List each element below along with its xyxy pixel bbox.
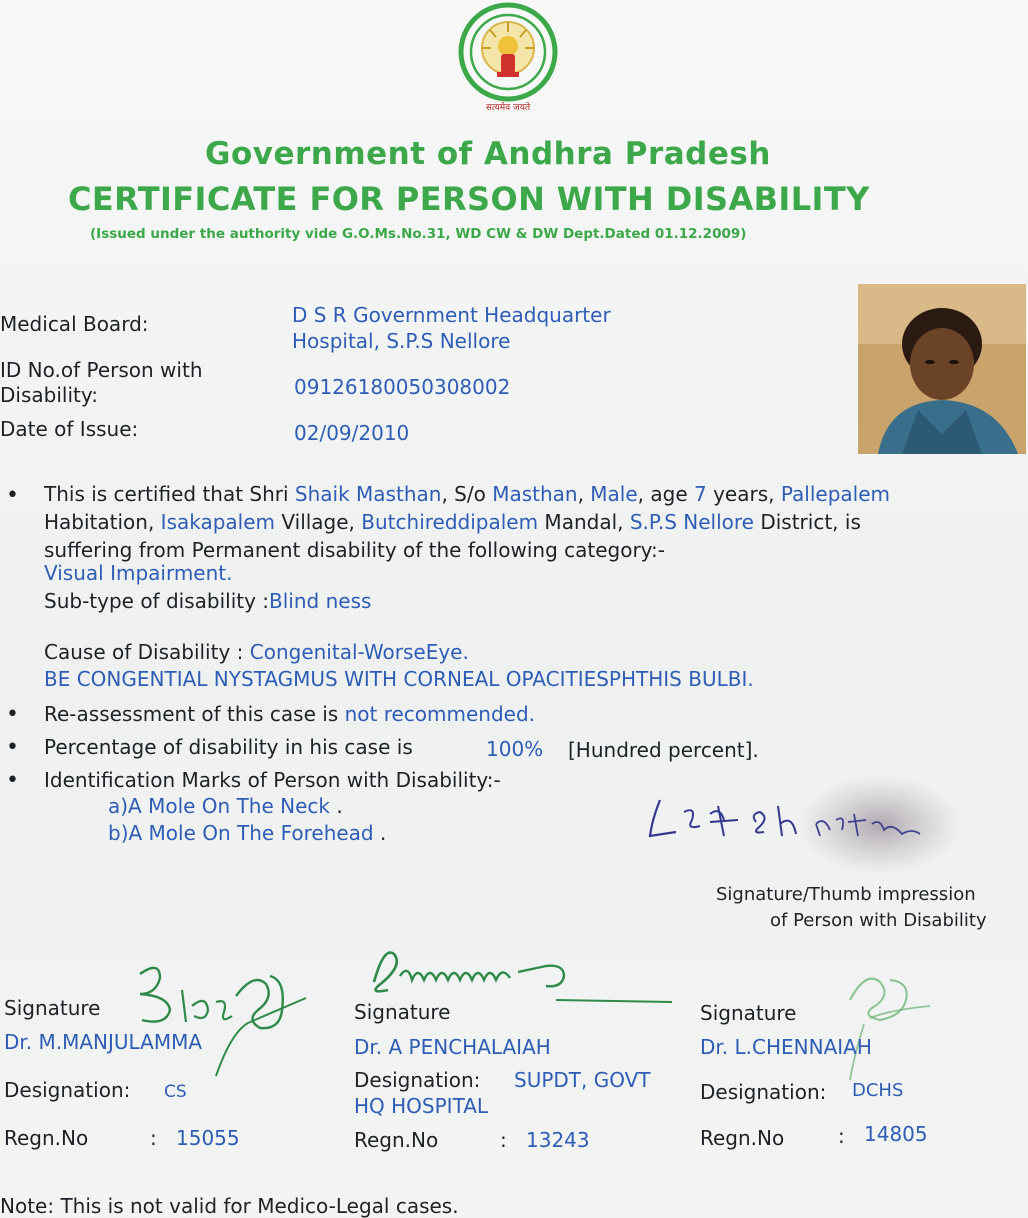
percentage-value: 100% bbox=[486, 737, 544, 761]
identification-mark-a: a)A Mole On The Neck . bbox=[108, 794, 343, 818]
applicant-photo bbox=[858, 284, 1026, 454]
father-name: Masthan bbox=[492, 482, 578, 506]
gender: Male bbox=[590, 482, 638, 506]
signatory-1-regn-label: Regn.No bbox=[4, 1126, 89, 1150]
footer-note: Note: This is not valid for Medico-Legal cases. bbox=[0, 1194, 459, 1218]
signatory-3-regn: 14805 bbox=[864, 1122, 928, 1146]
signatory-3-signature-label: Signature bbox=[700, 1001, 797, 1025]
certification-line2: Habitation, Isakapalem Village, Butchireddipalem Mandal, S.P.S Nellore District, is bbox=[44, 510, 861, 534]
applicant-signature-label: Signature/Thumb impression bbox=[716, 884, 976, 905]
applicant-handwritten-signature bbox=[640, 770, 960, 880]
signatory-2-designation-line2: HQ HOSPITAL bbox=[354, 1094, 489, 1118]
subtype-value: Blind ness bbox=[269, 589, 372, 613]
government-title: Government of Andhra Pradesh bbox=[205, 136, 771, 172]
signatory-3-designation: DCHS bbox=[852, 1080, 904, 1101]
signatory-1-designation: CS bbox=[164, 1082, 187, 1102]
cause-line: Cause of Disability : Congenital-WorseEye. bbox=[44, 640, 469, 664]
bullet: • bbox=[6, 768, 19, 793]
certification-line3: suffering from Permanent disability of the following category:- bbox=[44, 538, 666, 562]
id-number-value: 09126180050308002 bbox=[294, 375, 511, 399]
id-label-line2: Disability: bbox=[0, 383, 98, 407]
cause-value: Congenital-WorseEye. bbox=[249, 640, 469, 664]
signatory-1-regn: 15055 bbox=[176, 1126, 240, 1150]
medical-board-value-line2: Hospital, S.P.S Nellore bbox=[292, 329, 511, 353]
signatory-1-name: Dr. M.MANJULAMMA bbox=[4, 1030, 203, 1054]
mandal: Butchireddipalem bbox=[361, 510, 539, 534]
signatory-2-designation: SUPDT, GOVT bbox=[514, 1068, 651, 1092]
age: 7 bbox=[694, 482, 707, 506]
reassessment-value: not recommended. bbox=[344, 702, 536, 726]
subtype-line: Sub-type of disability :Blind ness bbox=[44, 589, 372, 613]
signatory-3-name: Dr. L.CHENNAIAH bbox=[700, 1035, 872, 1059]
medical-board-value-line1: D S R Government Headquarter bbox=[292, 303, 611, 327]
colon: : bbox=[150, 1126, 157, 1150]
percentage-label: Percentage of disability in his case is bbox=[44, 735, 413, 759]
id-label: ID No.of Person with bbox=[0, 358, 203, 382]
svg-text:सत्यमेव जयते: सत्यमेव जयते bbox=[485, 103, 531, 113]
signatory-2-regn-label: Regn.No bbox=[354, 1128, 439, 1152]
reassessment-line: Re-assessment of this case is not recommended. bbox=[44, 702, 536, 726]
certificate-title: CERTIFICATE FOR PERSON WITH DISABILITY bbox=[68, 180, 870, 218]
bullet: • bbox=[6, 702, 19, 727]
bullet: • bbox=[6, 735, 19, 760]
signatory-2-regn: 13243 bbox=[526, 1128, 590, 1152]
district: S.P.S Nellore bbox=[629, 510, 754, 534]
colon: : bbox=[500, 1128, 507, 1152]
disability-category: Visual Impairment. bbox=[44, 561, 233, 585]
date-of-issue-value: 02/09/2010 bbox=[294, 421, 410, 445]
authority-note: (Issued under the authority vide G.O.Ms.No.31, WD CW & DW Dept.Dated 01.12.2009) bbox=[90, 226, 747, 242]
certification-line1: This is certified that Shri Shaik Masthan, S/o Masthan, Male, age 7 years, Pallepalem bbox=[44, 482, 890, 506]
state-emblem-seal bbox=[446, 2, 570, 114]
bullet: • bbox=[6, 483, 19, 508]
signatory-1-designation-label: Designation: bbox=[4, 1078, 131, 1102]
signatory-3-handwritten-signature bbox=[810, 960, 960, 1090]
diagnosis: BE CONGENTIAL NYSTAGMUS WITH CORNEAL OPACITIESPHTHIS BULBI. bbox=[44, 667, 754, 691]
date-of-issue-label: Date of Issue: bbox=[0, 417, 139, 441]
applicant-name: Shaik Masthan bbox=[294, 482, 442, 506]
identification-marks-label: Identification Marks of Person with Disability:- bbox=[44, 768, 501, 792]
identification-mark-b: b)A Mole On The Forehead . bbox=[108, 821, 387, 845]
medical-board-label: Medical Board: bbox=[0, 312, 149, 336]
signatory-2-designation-label: Designation: bbox=[354, 1068, 481, 1092]
signatory-2-name: Dr. A PENCHALAIAH bbox=[354, 1035, 551, 1059]
signatory-1-signature-label: Signature bbox=[4, 996, 101, 1020]
signatory-1-handwritten-signature bbox=[120, 950, 320, 1080]
habitation: Pallepalem bbox=[780, 482, 890, 506]
signatory-2-signature-label: Signature bbox=[354, 1000, 451, 1024]
signatory-3-regn-label: Regn.No bbox=[700, 1126, 785, 1150]
colon: : bbox=[838, 1124, 845, 1148]
signatory-3-designation-label: Designation: bbox=[700, 1080, 827, 1104]
village: Isakapalem bbox=[160, 510, 276, 534]
percentage-words: [Hundred percent]. bbox=[568, 738, 759, 762]
applicant-signature-label-line2: of Person with Disability bbox=[770, 910, 987, 931]
